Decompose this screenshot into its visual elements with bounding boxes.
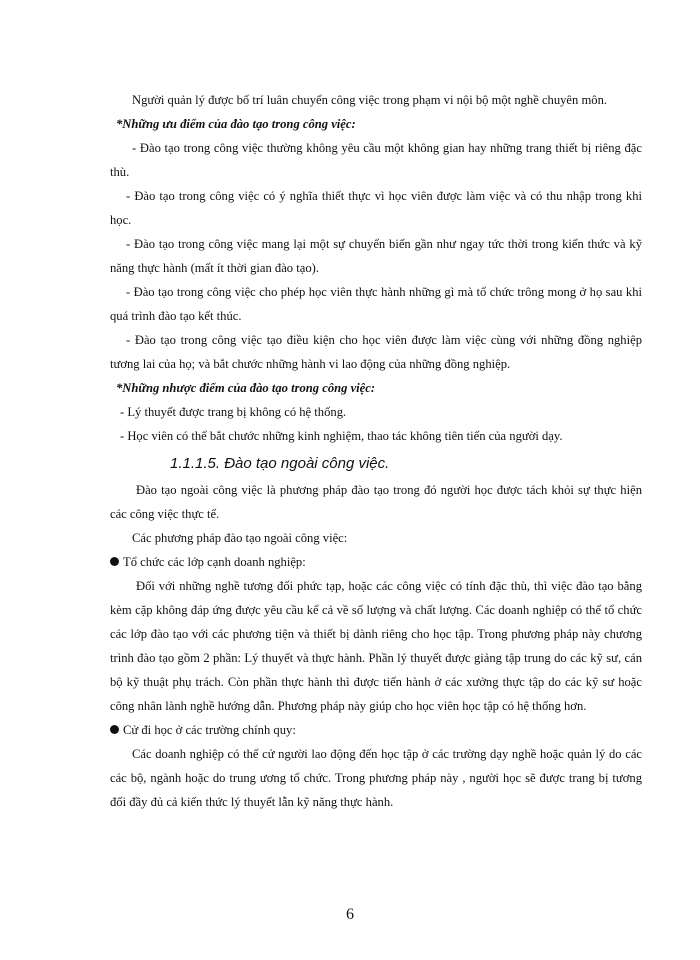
section-heading: 1.1.1.5. Đào tạo ngoài công việc. bbox=[170, 455, 390, 472]
body-paragraph: - Lý thuyết được trang bị không có hệ thống. bbox=[120, 405, 347, 419]
page-body bbox=[110, 88, 642, 814]
body-paragraph: - Đào tạo trong công việc tạo điều kiện cho học viên được làm việc cùng với những đồng nghiệp tương lai của họ; và bắt chước những hành vi lao động của những đồng nghiệp. bbox=[110, 333, 642, 371]
bullet-icon bbox=[110, 725, 119, 734]
body-paragraph: - Học viên có thể bắt chước những kinh nghiệm, thao tác không tiên tiến của người dạy. bbox=[120, 429, 563, 443]
section-subheading: *Những ưu điểm của đào tạo trong công việc: bbox=[116, 117, 356, 131]
page-number: 6 bbox=[346, 906, 354, 923]
bullet-item bbox=[110, 550, 642, 574]
body-paragraph: Các doanh nghiệp có thể cử người lao động đến học tập ở các trường dạy nghề hoặc quản lý do các các bộ, ngành hoặc do trung ương tổ chức. Trong phương pháp này , người học sẽ được trang bị tương đối đầy đủ cả kiến thức lý thuyết lẫn kỹ năng thực hành. bbox=[110, 747, 642, 809]
bullet-text: Cử đi học ở các trường chính quy: bbox=[123, 723, 296, 737]
body-paragraph: Các phương pháp đào tạo ngoài công việc: bbox=[132, 531, 348, 545]
body-paragraph: - Đào tạo trong công việc có ý nghĩa thiết thực vì học viên được làm việc và có thu nhập trong khi học. bbox=[110, 189, 642, 227]
body-paragraph: Đào tạo ngoài công việc là phương pháp đào tạo trong đó người học được tách khỏi sự thực hiện các công việc thực tế. bbox=[110, 483, 642, 521]
bullet-text: Tổ chức các lớp cạnh doanh nghiệp: bbox=[123, 555, 306, 569]
bullet-icon bbox=[110, 557, 119, 566]
section-subheading: *Những nhược điểm của đào tạo trong công việc: bbox=[116, 381, 376, 395]
body-paragraph: Người quản lý được bố trí luân chuyển công việc trong phạm vi nội bộ một nghề chuyên môn. bbox=[132, 93, 608, 107]
body-paragraph: - Đào tạo trong công việc cho phép học viên thực hành những gì mà tổ chức trông mong ở họ sau khi quá trình đào tạo kết thúc. bbox=[110, 285, 642, 323]
body-paragraph: - Đào tạo trong công việc thường không yêu cầu một không gian hay những trang thiết bị riêng đặc thù. bbox=[110, 141, 642, 179]
body-paragraph: - Đào tạo trong công việc mang lại một sự chuyển biến gần như ngay tức thời trong kiến thức và kỹ năng thực hành (mất ít thời gian đào tạo). bbox=[110, 237, 642, 275]
body-paragraph: Đối với những nghề tương đối phức tạp, hoặc các công việc có tính đặc thù, thì việc đào tạo bằng kèm cặp không đáp ứng được yêu cầu kể cả về số lượng và chất lượng. Các doanh nghiệp có thể tổ chức các lớp đào tạo với các phương tiện và thiết bị dành riêng cho học tập. Trong phương pháp này chương trình đào tạo gồm 2 phần: Lý thuyết và thực hành. Phần lý thuyết được giảng tập trung do các kỹ sư, cán bộ kỹ thuật phụ trách. Còn phần thực hành thì được tiến hành ở các xưởng thực tập do các kỹ sư hoặc công nhân lành nghề hướng dẫn. Phương pháp này giúp cho học viên học tập có hệ thống hơn. bbox=[110, 579, 642, 713]
bullet-item bbox=[110, 718, 642, 742]
